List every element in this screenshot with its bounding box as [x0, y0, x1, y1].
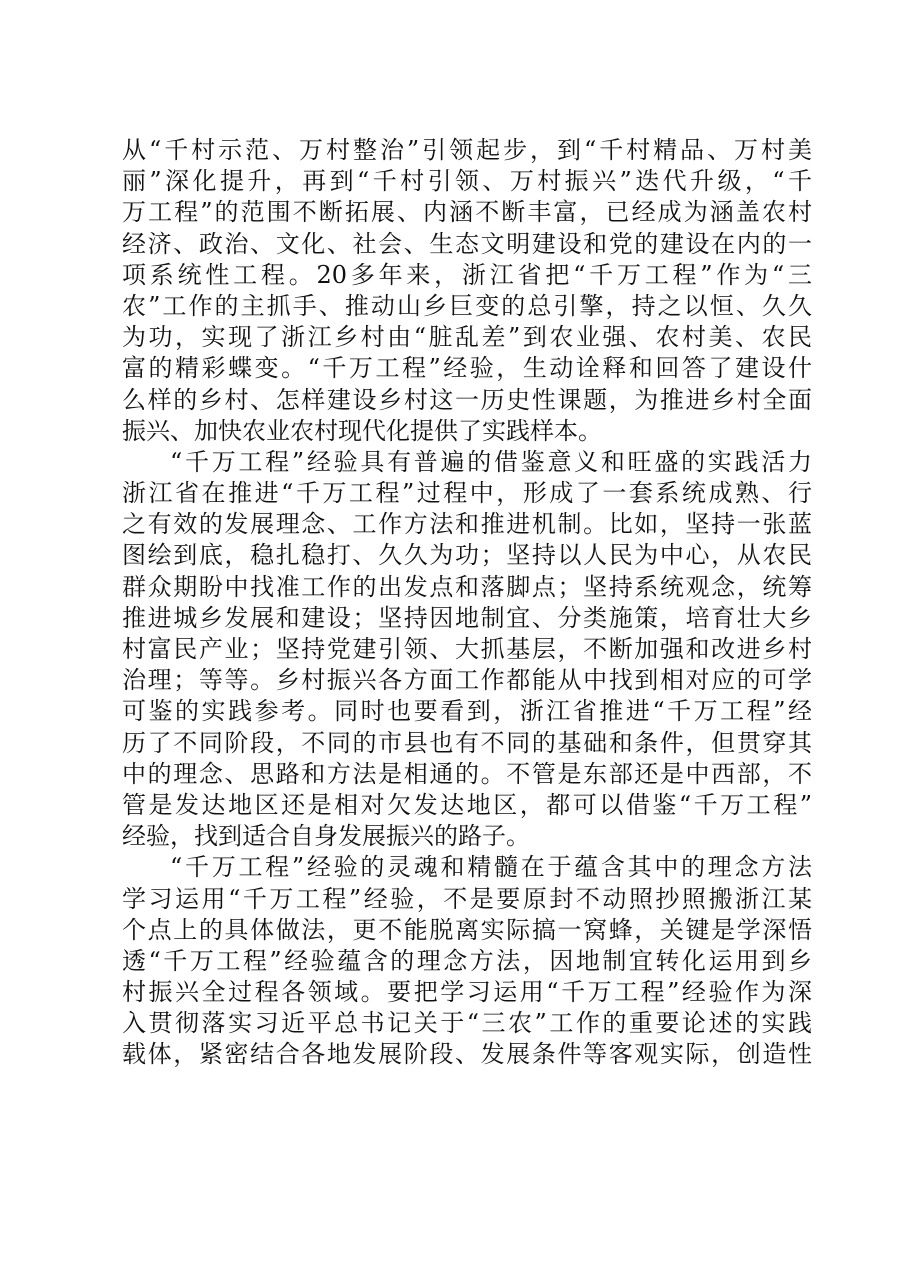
- text-line: 个点上的具体做法，更不能脱离实际搞一窝蜂，关键是学深悟: [122, 915, 812, 944]
- text-line: 经验，找到适合自身发展振兴的路子。: [122, 822, 530, 851]
- text-line: 么样的乡村、怎样建设乡村这一历史性课题，为推进乡村全面: [122, 385, 812, 414]
- text-line: 为功，实现了浙江乡村由“脏乱差”到农业强、农村美、农民: [122, 323, 812, 352]
- text-line: “千万工程”经验的灵魂和精髓在于蕴含其中的理念方法: [170, 853, 812, 882]
- text-line: 透“千万工程”经验蕴含的理念方法，因地制宜转化运用到乡: [122, 946, 812, 975]
- text-line: 经济、政治、文化、社会、生态文明建设和党的建设在内的一: [122, 229, 812, 258]
- text-line: 管是发达地区还是相对欠发达地区，都可以借鉴“千万工程”: [122, 790, 812, 819]
- text-line: “千万工程”经验具有普遍的借鉴意义和旺盛的实践活力: [170, 447, 812, 476]
- text-line: 之有效的发展理念、工作方法和推进机制。比如，坚持一张蓝: [122, 510, 812, 539]
- text-line: 群众期盼中找准工作的出发点和落脚点；坚持系统观念，统筹: [122, 572, 812, 601]
- text-line: 载体，紧密结合各地发展阶段、发展条件等客观实际，创造性: [122, 1040, 812, 1069]
- text-line: 富的精彩蝶变。“千万工程”经验，生动诠释和回答了建设什: [122, 354, 812, 383]
- text-line: 丽”深化提升，再到“千村引领、万村振兴”迭代升级，“千: [122, 167, 812, 196]
- text-line: 从“千村示范、万村整治”引领起步，到“千村精品、万村美: [122, 136, 812, 164]
- text-line: 学习运用“千万工程”经验，不是要原封不动照抄照搬浙江某: [122, 884, 812, 913]
- text-line: 可鉴的实践参考。同时也要看到，浙江省推进“千万工程”经: [122, 697, 812, 726]
- text-line: 浙江省在推进“千万工程”过程中，形成了一套系统成熟、行: [122, 479, 812, 508]
- text-line: 村富民产业；坚持党建引领、大抓基层，不断加强和改进乡村: [122, 635, 812, 663]
- text-line: 历了不同阶段，不同的市县也有不同的基础和条件，但贯穿其: [122, 728, 812, 757]
- text-line: 推进城乡发展和建设；坚持因地制宜、分类施策，培育壮大乡: [122, 603, 812, 632]
- text-line: 振兴、加快农业农村现代化提供了实践样本。: [122, 416, 602, 445]
- text-line: 农”工作的主抓手、推动山乡巨变的总引擎，持之以恒、久久: [122, 291, 812, 320]
- text-line: 村振兴全过程各领域。要把学习运用“千万工程”经验作为深: [122, 978, 812, 1007]
- text-line: 治理；等等。乡村振兴各方面工作都能从中找到相对应的可学: [122, 666, 812, 695]
- text-line: 中的理念、思路和方法是相通的。不管是东部还是中西部，不: [122, 759, 812, 788]
- text-line: 万工程”的范围不断拓展、内涵不断丰富，已经成为涵盖农村: [122, 198, 812, 227]
- article-body: [122, 135, 812, 1071]
- text-line: 入贯彻落实习近平总书记关于“三农”工作的重要论述的实践: [122, 1009, 812, 1038]
- text-line: 图绘到底，稳扎稳打、久久为功；坚持以人民为中心，从农民: [122, 541, 812, 570]
- text-line: 项系统性工程。20多年来，浙江省把“千万工程”作为“三: [122, 260, 812, 289]
